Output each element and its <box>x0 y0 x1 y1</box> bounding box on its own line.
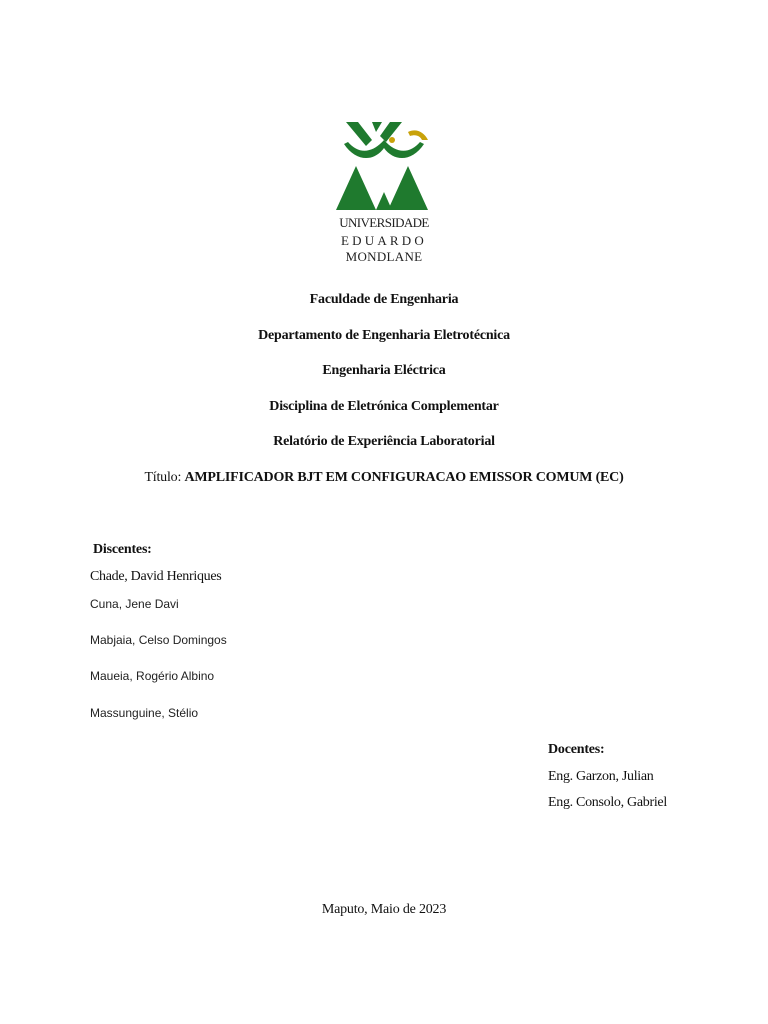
logo-text-line2: EDUARDO <box>341 233 427 248</box>
course-heading: Engenharia Eléctrica <box>322 363 446 378</box>
docentes-label: Docentes: <box>548 742 605 757</box>
teacher-name: Eng. Garzon, Julian <box>548 769 654 784</box>
place-date: Maputo, Maio de 2023 <box>321 902 447 917</box>
student-name: Mabjaia, Celso Domingos <box>90 633 227 647</box>
student-name: Massunguine, Stélio <box>90 706 199 720</box>
logo-text-line1: UNIVERSIDADE <box>339 215 429 230</box>
title-prefix: Título: <box>144 470 185 485</box>
student-name: Chade, David Henriques <box>90 569 222 584</box>
logo-text-line3: MONDLANE <box>345 249 423 264</box>
discentes-label: Discentes: <box>93 542 152 557</box>
report-type-heading: Relatório de Experiência Laboratorial <box>273 434 495 449</box>
student-name: Maueia, Rogério Albino <box>90 669 215 683</box>
university-logo <box>332 118 436 268</box>
student-name: Cuna, Jene Davi <box>90 597 179 611</box>
discipline-heading: Disciplina de Eletrónica Complementar <box>269 399 499 414</box>
report-title <box>0 470 768 486</box>
teacher-name: Eng. Consolo, Gabriel <box>548 795 667 810</box>
department-heading: Departamento de Engenharia Eletrotécnica <box>258 328 510 343</box>
title-text: AMPLIFICADOR BJT EM CONFIGURACAO EMISSOR COMUM (EC) <box>184 470 624 485</box>
logo-emblem-icon <box>332 118 436 214</box>
faculty-heading: Faculdade de Engenharia <box>309 292 459 307</box>
